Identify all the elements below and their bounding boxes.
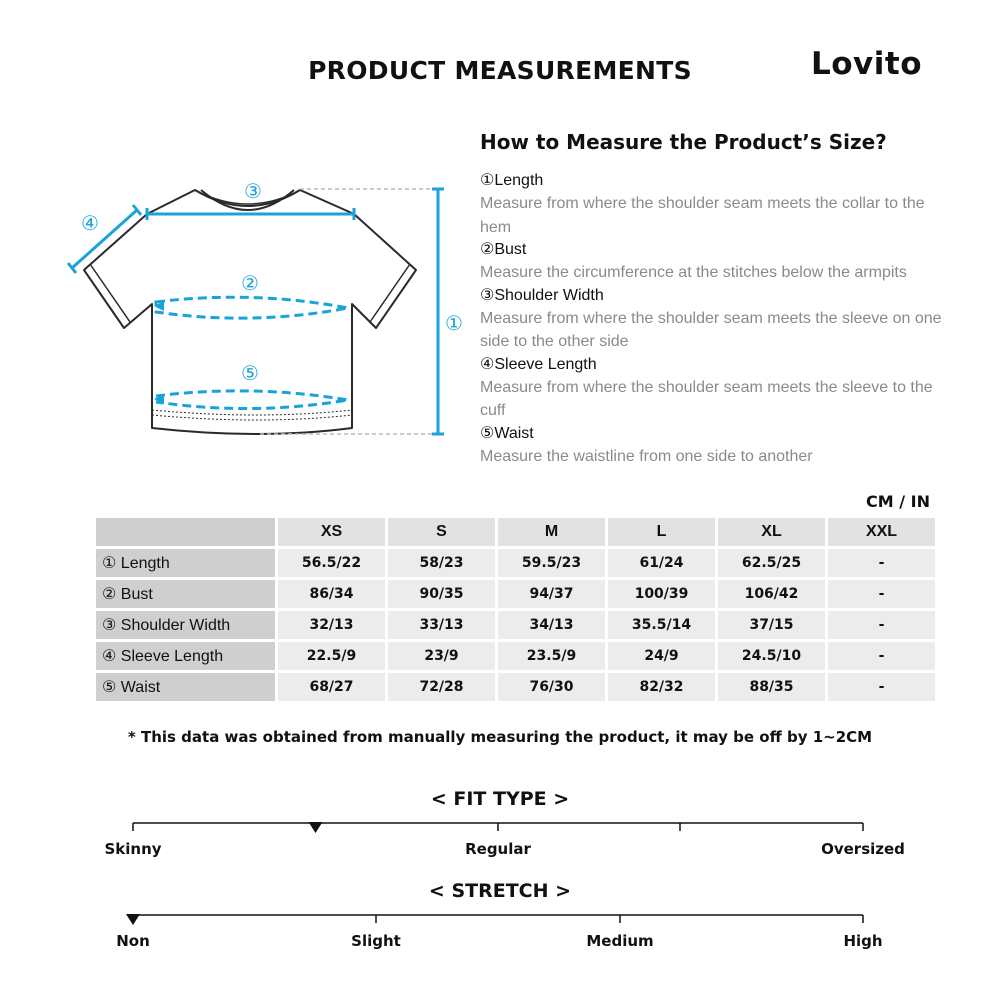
stretch-label-slight: Slight [351, 932, 401, 950]
table-cell: 68/27 [278, 673, 385, 701]
marker-4: ④ [81, 211, 99, 235]
guide-item-shoulder [480, 285, 950, 354]
table-cell: 100/39 [608, 580, 715, 608]
stretch-label-medium: Medium [586, 932, 654, 950]
tshirt-diagram [60, 170, 480, 450]
table-corner [96, 518, 275, 546]
size-header: XL [718, 518, 825, 546]
measurement-guide [480, 130, 950, 468]
size-header: XXL [828, 518, 935, 546]
stretch-title: < STRETCH > [428, 880, 572, 902]
table-cell: 90/35 [388, 580, 495, 608]
table-cell: - [828, 673, 935, 701]
guide-item-name: ③Shoulder Width [480, 286, 604, 304]
fit-type-indicator [309, 822, 323, 833]
stretch-indicator [126, 914, 140, 925]
unit-label: CM / IN [866, 492, 930, 511]
guide-item-sleeve [480, 354, 950, 423]
row-label: ④ Sleeve Length [96, 642, 275, 670]
stretch-label-non: Non [116, 932, 150, 950]
marker-2: ② [241, 271, 259, 295]
row-label: ③ Shoulder Width [96, 611, 275, 639]
fit-type-title: < FIT TYPE > [430, 788, 570, 810]
table-cell: 23/9 [388, 642, 495, 670]
bust-line [156, 297, 348, 318]
table-cell: 23.5/9 [498, 642, 605, 670]
brand-logo: Lovito [810, 46, 922, 82]
table-cell: 61/24 [608, 549, 715, 577]
table-cell: 33/13 [388, 611, 495, 639]
table-cell: 76/30 [498, 673, 605, 701]
table-cell: - [828, 642, 935, 670]
table-cell: 24.5/10 [718, 642, 825, 670]
page-title: PRODUCT MEASUREMENTS [308, 56, 692, 85]
measurement-note: * This data was obtained from manually measuring the product, it may be off by 1~2CM [127, 728, 873, 746]
stretch-label-high: High [843, 932, 883, 950]
table-cell: - [828, 549, 935, 577]
table-cell: 37/15 [718, 611, 825, 639]
table-row [96, 549, 935, 577]
table-cell: 72/28 [388, 673, 495, 701]
guide-item-desc: Measure from where the shoulder seam meets the collar to the hem [480, 195, 925, 236]
size-header: XS [278, 518, 385, 546]
table-row [96, 673, 935, 701]
guide-item-length [480, 170, 950, 239]
row-label: ⑤ Waist [96, 673, 275, 701]
table-row [96, 580, 935, 608]
table-cell: 86/34 [278, 580, 385, 608]
table-row [96, 611, 935, 639]
table-cell: 62.5/25 [718, 549, 825, 577]
guide-item-desc: Measure the waistline from one side to another [480, 447, 813, 465]
table-cell: 32/13 [278, 611, 385, 639]
table-cell: 58/23 [388, 549, 495, 577]
table-cell: 35.5/14 [608, 611, 715, 639]
fit-label-skinny: Skinny [104, 840, 162, 858]
table-row [96, 642, 935, 670]
guide-item-name: ④Sleeve Length [480, 355, 597, 373]
size-table [93, 515, 938, 704]
guide-item-waist [480, 423, 950, 469]
table-cell: 82/32 [608, 673, 715, 701]
guide-heading: How to Measure the Product’s Size? [480, 130, 887, 154]
guide-item-name: ⑤Waist [480, 424, 534, 442]
table-cell: - [828, 580, 935, 608]
table-cell: 59.5/23 [498, 549, 605, 577]
size-header: S [388, 518, 495, 546]
waist-line [156, 391, 348, 409]
guide-item-desc: Measure from where the shoulder seam meets the sleeve to the cuff [480, 378, 933, 419]
marker-5: ⑤ [241, 361, 259, 385]
guide-item-desc: Measure from where the shoulder seam meets the sleeve on one side to the other side [480, 309, 942, 350]
marker-3: ③ [244, 179, 262, 203]
guide-item-desc: Measure the circumference at the stitches below the armpits [480, 264, 907, 281]
fit-label-regular: Regular [465, 840, 531, 858]
table-cell: 22.5/9 [278, 642, 385, 670]
table-cell: - [828, 611, 935, 639]
marker-1: ① [445, 311, 463, 335]
table-cell: 56.5/22 [278, 549, 385, 577]
table-cell: 88/35 [718, 673, 825, 701]
guide-item-bust [480, 239, 950, 285]
table-cell: 106/42 [718, 580, 825, 608]
size-header: L [608, 518, 715, 546]
guide-item-name: ②Bust [480, 241, 527, 258]
table-header-row [96, 518, 935, 546]
table-cell: 24/9 [608, 642, 715, 670]
size-header: M [498, 518, 605, 546]
guide-item-name: ①Length [480, 172, 544, 189]
row-label: ② Bust [96, 580, 275, 608]
row-label: ① Length [96, 549, 275, 577]
table-cell: 34/13 [498, 611, 605, 639]
table-cell: 94/37 [498, 580, 605, 608]
fit-label-oversized: Oversized [821, 840, 905, 858]
